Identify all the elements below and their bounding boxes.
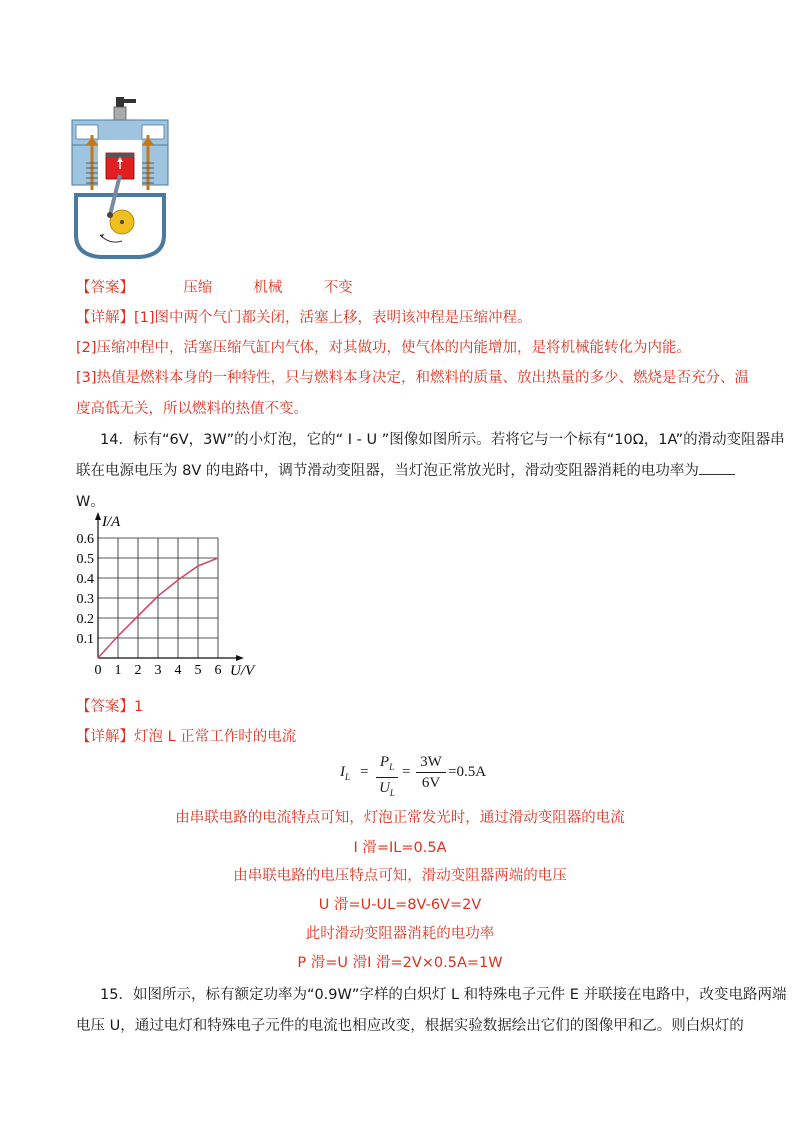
q14-detail-intro: 灯泡 L 正常工作时的电流 bbox=[134, 729, 297, 745]
step2-text: 由串联电路的电压特点可知，滑动变阻器两端的电压 bbox=[233, 868, 567, 884]
q14-detail-row bbox=[76, 725, 296, 746]
formula-frac2 bbox=[416, 752, 446, 793]
x-tick-label: 6 bbox=[214, 663, 222, 678]
iu-chart bbox=[68, 508, 278, 683]
answer-row bbox=[76, 276, 353, 297]
x-tick-label: 0 bbox=[94, 663, 102, 678]
engine-illustration bbox=[70, 95, 170, 260]
q14-answer-label: 【答案】 bbox=[76, 699, 134, 715]
step1-text: 由串联电路的电流特点可知，灯泡正常发光时，通过滑动变阻器的电流 bbox=[175, 810, 625, 826]
x-tick-label: 3 bbox=[154, 663, 162, 678]
y-tick-label: 0.3 bbox=[76, 592, 94, 607]
step3-text: 此时滑动变阻器消耗的电功率 bbox=[305, 926, 495, 942]
y-tick-label: 0.2 bbox=[76, 612, 94, 627]
formula-eq2: = bbox=[402, 764, 411, 780]
detail-text-1: [1]图中两个气门都关闭，活塞上移，表明该冲程是压缩冲程。 bbox=[134, 310, 532, 326]
formula-frac1 bbox=[376, 752, 398, 803]
formula-num1: $P_L$ bbox=[376, 752, 398, 778]
q14-line-2 bbox=[76, 459, 735, 480]
formula-eq1: = bbox=[360, 764, 369, 780]
formula-result: =0.5A bbox=[448, 764, 487, 780]
y-tick-label: 0.5 bbox=[76, 552, 94, 567]
x-axis-arrow bbox=[236, 655, 244, 661]
x-tick-label: 1 bbox=[114, 663, 122, 678]
q15-line-1: 15．如图所示，标有额定功率为“0.9W”字样的白炽灯 L 和特殊电子元件 E 并联接在电路中，改变电路两端 bbox=[100, 987, 787, 1003]
q14-line-3: W。 bbox=[76, 494, 105, 510]
detail-text-2: [2]压缩冲程中，活塞压缩气缸内气体，对其做功，使气体的内能增加，是将机械能转化为内能。 bbox=[76, 340, 692, 356]
q14-detail-label: 【详解】 bbox=[76, 729, 134, 745]
step1-eq: I 滑=IL=0.5A bbox=[353, 840, 447, 856]
iu-chart-svg bbox=[68, 508, 278, 683]
q14-answer-row bbox=[76, 695, 143, 716]
x-tick-label: 2 bbox=[134, 663, 142, 678]
y-axis-arrow bbox=[95, 512, 101, 520]
formula-num2: 3W bbox=[416, 752, 446, 773]
q14-line-1: 14．标有“6V，3W”的小灯泡，它的“ I - U ”图像如图所示。若将它与一个标有“10Ω，1A”的滑动变阻器串 bbox=[100, 432, 785, 448]
answer-1: 压缩 bbox=[183, 280, 213, 296]
detail-text-3a: [3]热值是燃料本身的一种特性，只与燃料本身决定，和燃料的质量、放出热量的多少、燃烧是否充分、温 bbox=[76, 370, 750, 386]
x-tick-label: 5 bbox=[194, 663, 202, 678]
answer-label: 【答案】 bbox=[76, 280, 134, 296]
step3-eq: P 滑=U 滑I 滑=2V×0.5A=1W bbox=[297, 955, 503, 971]
y-tick-label: 0.4 bbox=[76, 572, 94, 587]
q14-line-2-text: 联在电源电压为 8V 的电路中，调节滑动变阻器，当灯泡正常放光时，滑动变阻器消耗的电功率为 bbox=[76, 463, 699, 479]
q15-line-2: 电压 U，通过电灯和特殊电子元件的电流也相应改变，根据实验数据绘出它们的图像甲和乙。则白炽灯的 bbox=[76, 1018, 744, 1034]
formula-lhs: $I_L$ bbox=[340, 764, 351, 782]
y-axis-label: I/A bbox=[102, 514, 121, 530]
y-tick-label: 0.6 bbox=[76, 532, 94, 547]
formula-den1: $U_L$ bbox=[379, 780, 395, 798]
answer-3: 不变 bbox=[323, 280, 353, 296]
answer-2: 机械 bbox=[253, 280, 283, 296]
engine-diagram bbox=[70, 95, 170, 260]
answer-blank bbox=[699, 460, 735, 475]
x-tick-label: 4 bbox=[174, 663, 182, 678]
x-axis-label: U/V bbox=[230, 663, 255, 679]
y-tick-label: 0.1 bbox=[76, 632, 94, 647]
formula-den2: 6V bbox=[421, 775, 441, 791]
detail-line-1 bbox=[76, 306, 532, 327]
q14-answer-value: 1 bbox=[134, 699, 144, 715]
step2-eq: U 滑=U-UL=8V-6V=2V bbox=[318, 897, 482, 913]
detail-label: 【详解】 bbox=[76, 310, 134, 326]
detail-text-3b: 度高低无关，所以燃料的热值不变。 bbox=[76, 401, 308, 417]
